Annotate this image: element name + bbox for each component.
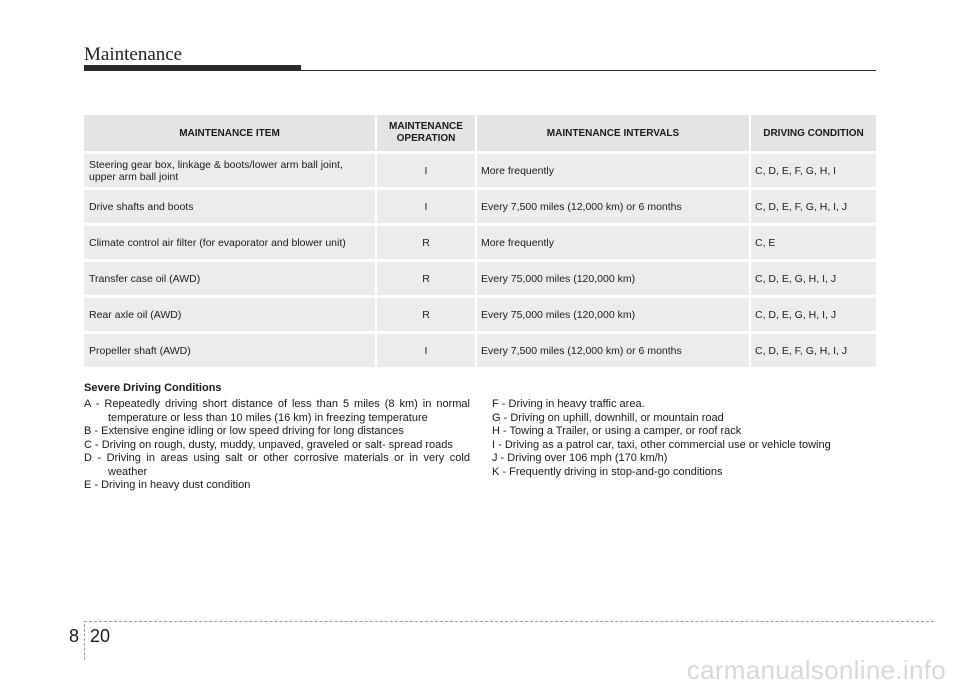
cell-condition: C, E [749,226,876,259]
condition-a: A - Repeatedly driving short distance of less than 5 miles (8 km) in normal temperature or less than 10 miles (16 km) in freezing temperature [84,398,470,424]
cell-item: Climate control air filter (for evaporator and blower unit) [84,226,375,259]
condition-h: H - Towing a Trailer, or using a camper, or roof rack [492,425,742,437]
cell-operation: R [375,298,475,331]
cell-interval: Every 7,500 miles (12,000 km) or 6 months [475,334,749,367]
footer-divider [84,621,934,622]
condition-f: F - Driving in heavy traffic area. [492,398,645,410]
cell-item: Transfer case oil (AWD) [84,262,375,295]
cell-interval: More frequently [475,226,749,259]
table-row [84,262,876,295]
condition-c: C - Driving on rough, dusty, muddy, unpaved, graveled or salt- spread roads [84,438,453,451]
cell-interval: More frequently [475,154,749,187]
footer-page-separator [84,624,85,660]
col-header-operation-label: MAINTENANCE OPERATION [389,121,463,144]
table-row [84,298,876,331]
cell-item: Rear axle oil (AWD) [84,298,375,331]
condition-i: I - Driving as a patrol car, taxi, other commercial use or vehicle towing [492,438,831,451]
cell-item: Drive shafts and boots [84,190,375,223]
table-row [84,334,876,367]
cell-interval: Every 75,000 miles (120,000 km) [475,298,749,331]
watermark-text: carmanualsonline.info [686,655,946,685]
cell-operation: I [375,190,475,223]
table-row [84,154,876,187]
cell-condition: C, D, E, G, H, I, J [749,298,876,331]
cell-condition: C, D, E, G, H, I, J [749,262,876,295]
maintenance-table [84,112,876,370]
cell-interval: Every 75,000 miles (120,000 km) [475,262,749,295]
condition-g: G - Driving on uphill, downhill, or mountain road [492,411,724,424]
cell-interval: Every 7,500 miles (12,000 km) or 6 months [475,190,749,223]
col-header-operation [375,115,475,151]
cell-item: Steering gear box, linkage & boots/lower arm ball joint, upper arm ball joint [84,154,375,187]
chapter-number: 8 [69,626,80,646]
condition-b: B - Extensive engine idling or low speed driving for long distances [84,425,404,437]
condition-k: K - Frequently driving in stop-and-go conditions [492,465,723,478]
col-header-intervals: MAINTENANCE INTERVALS [475,115,749,151]
severe-conditions-title: Severe Driving Conditions [84,382,222,394]
page-number: 20 [90,626,111,646]
table-header-row [84,115,876,151]
cell-condition: C, D, E, F, G, H, I, J [749,190,876,223]
condition-j: J - Driving over 106 mph (170 km/h) [492,452,668,464]
cell-operation: R [375,226,475,259]
cell-condition: C, D, E, F, G, H, I, J [749,334,876,367]
section-title: Maintenance [84,44,183,65]
table-row [84,190,876,223]
table-row [84,226,876,259]
title-rule-thin [84,70,876,71]
condition-e: E - Driving in heavy dust condition [84,479,251,491]
col-header-item: MAINTENANCE ITEM [84,115,375,151]
severe-conditions [84,382,884,491]
conditions-left-column [84,398,470,493]
col-header-condition: DRIVING CONDITION [749,115,876,151]
cell-operation: I [375,154,475,187]
cell-condition: C, D, E, F, G, H, I [749,154,876,187]
cell-operation: R [375,262,475,295]
condition-d: D - Driving in areas using salt or other corrosive materials or in very cold weather [84,452,470,478]
conditions-right-column [492,398,884,479]
cell-item: Propeller shaft (AWD) [84,334,375,367]
cell-operation: I [375,334,475,367]
